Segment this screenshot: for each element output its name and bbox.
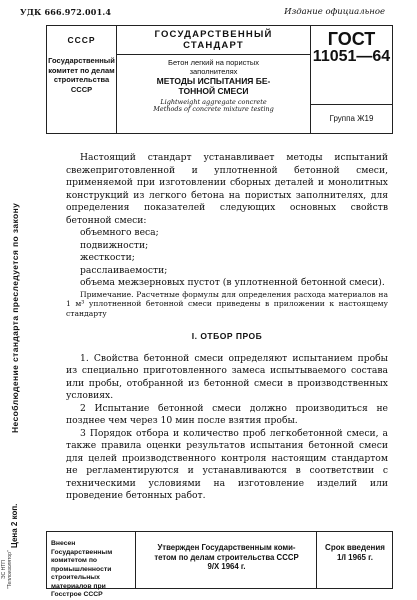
standard-header <box>46 25 393 134</box>
archive-stamp: ЭС НТП "Теплоизолятор" <box>1 550 13 590</box>
section-heading: I. ОТБОР ПРОБ <box>191 331 263 342</box>
english-title: Lightweight aggregate concrete Methods of concrete mixture testing <box>153 98 274 113</box>
gost-label: ГОСТ <box>327 29 376 49</box>
gost-column <box>311 26 392 133</box>
note-paragraph: Примечание. Расчетные формулы для определения расхода материалов на 1 м³ уплотненной бетонной смеси приведены в приложении к настоящему стандарту <box>66 289 388 318</box>
committee-name: Государственный комитет по делам строительства СССР <box>48 56 115 94</box>
list-item: объемного веса; <box>80 227 159 238</box>
approved-by: Утвержден Государственным коми- тетом по делам строительства СССР 9/X 1964 г. <box>137 532 317 588</box>
intro-paragraph: Настоящий стандарт устанавливает методы испытаний свежеприготовленной и уплотненной бетонной смеси, применяемой при изготовлении сборных деталей и монолитных конструкций из легкого бетона на пористых заполнителях, для определения показателей следующих основных свойств бетонной смеси: <box>66 152 388 226</box>
law-notice: Несоблюдение стандарта преследуется по закону <box>10 202 20 434</box>
list-item: расслаиваемости; <box>80 264 168 276</box>
property-list <box>66 227 388 290</box>
list-item: подвижности; <box>80 239 149 251</box>
classification-group: Группа Ж19 <box>311 104 392 134</box>
clause-3: 3 Порядок отбора и количество проб легкобетонной смеси, а также правила оценки результатов испытания бетонной смеси для целей производственного контроля настоящим стандартом не регламентируются и устанавливаются в соответствии с техническими условиями на изготовление изделий или проведение бетонных работ. <box>66 427 388 502</box>
clause-2: 2 Испытание бетонной смеси должно производиться не позднее чем через 10 мин после взятия пробы. <box>66 402 388 427</box>
effective-date: Срок введения 1/I 1965 г. <box>325 543 385 562</box>
standard-type-title: ГОСУДАРСТВЕННЫЙ СТАНДАРТ <box>117 26 310 55</box>
document-title: МЕТОДЫ ИСПЫТАНИЯ БЕ- ТОННОЙ СМЕСИ <box>156 76 271 96</box>
price-label: Цена 2 коп. <box>10 503 19 549</box>
title-column <box>117 26 311 133</box>
edition-label: Издание официальное <box>284 7 385 17</box>
list-item: объема межзерновых пустот (в уплотненной бетонной смеси). <box>80 277 385 288</box>
gost-number: 11051—64 <box>312 48 391 65</box>
document-subject: Бетон легкий на пористых заполнителях <box>168 58 259 76</box>
clause-1: 1. Свойства бетонной смеси определяют испытанием пробы из специально приготовленного замеса испытываемого состава или пробы, отобранной из бетонной смеси в производственных условиях. <box>66 352 388 402</box>
document-body <box>66 152 388 503</box>
approval-footer <box>46 531 393 598</box>
udc-code: УДК 666.972.001.4 <box>20 7 112 17</box>
list-item: жесткости; <box>80 252 135 263</box>
issuer-column <box>47 26 117 133</box>
country-label: СССР <box>67 35 96 45</box>
introduced-by: Внесен Государственным комитетом по промышленности строительных материалов при Госстрое СССР <box>47 532 136 588</box>
